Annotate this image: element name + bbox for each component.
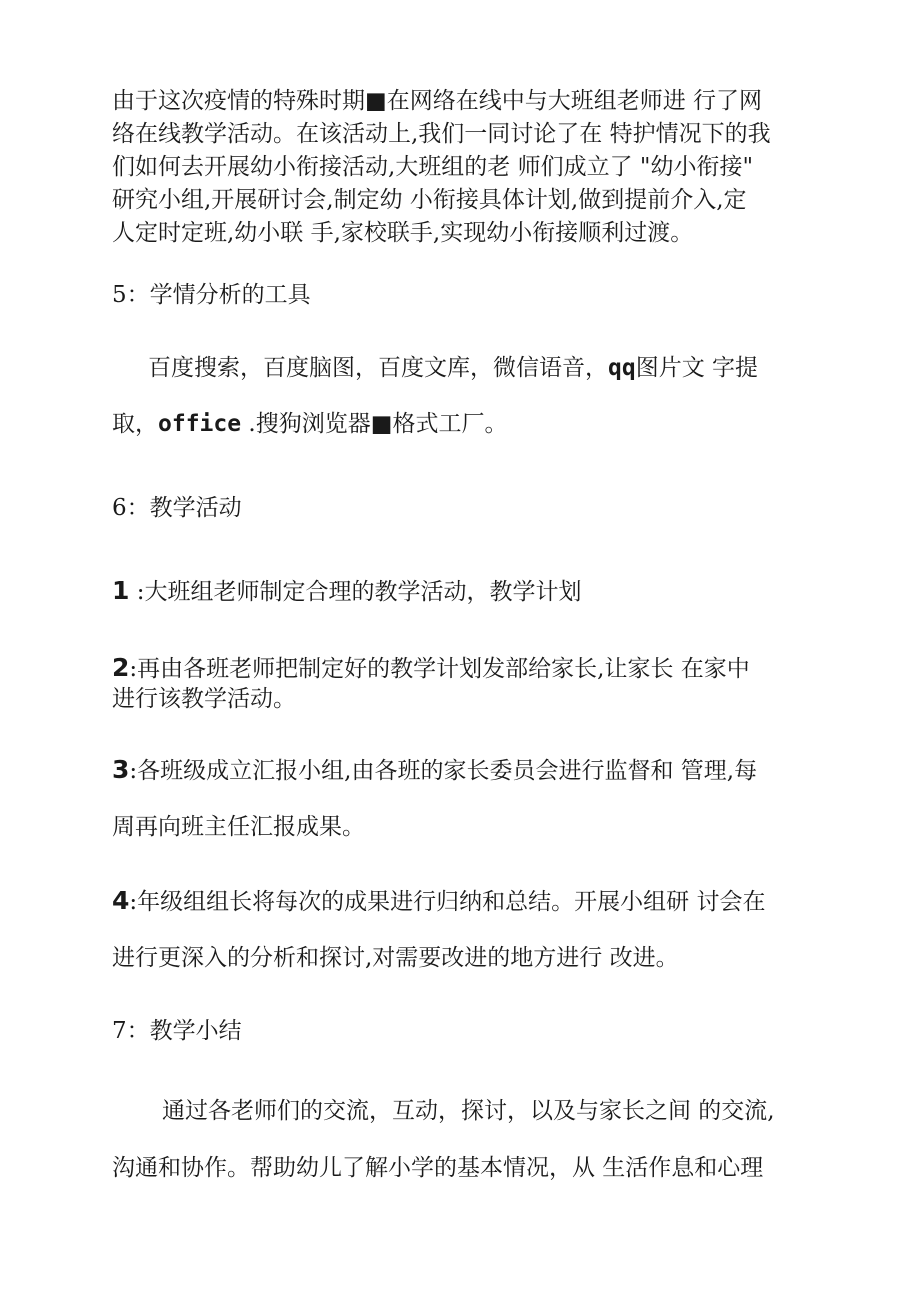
intro-line-5: 人定时定班,幼小联 手,家校联手,实现幼小衔接顺利过渡。	[112, 220, 694, 246]
section-7-heading: 7：教学小结	[112, 1018, 242, 1044]
activity-item-2-cont: 进行该教学活动。	[112, 686, 296, 712]
activity-item-1	[112, 578, 581, 604]
item-text: :大班组老师制定合理的教学活动，教学计划	[129, 579, 582, 605]
activity-item-3	[112, 757, 757, 783]
activity-item-4	[112, 888, 765, 914]
item-number: 3	[112, 755, 130, 784]
section-5-line-1-text: 百度搜索，百度脑图，百度文库，微信语音，	[148, 355, 608, 381]
section-5-line-1-tail: 图片文 字提	[635, 355, 759, 381]
section-5-heading: 5：学情分析的工具	[112, 282, 311, 308]
item-number: 1	[112, 576, 130, 605]
item-number: 2	[112, 653, 130, 682]
section-5-line-2	[112, 413, 507, 436]
activity-item-3-cont: 周再向班主任汇报成果。	[112, 814, 365, 840]
item-number: 4	[112, 886, 130, 915]
section-6-heading: 6：教学活动	[112, 495, 242, 521]
activity-item-2	[112, 655, 750, 681]
intro-line-4: 研究小组,开展研讨会,制定幼 小衔接具体计划,做到提前介入,定	[112, 187, 747, 213]
item-text: :各班级成立汇报小组,由各班的家长委员会进行监督和 管理,每	[129, 758, 758, 784]
section-7-line-2: 沟通和协作。帮助幼儿了解小学的基本情况，从 生活作息和心理	[112, 1155, 764, 1181]
section-5-line-2-tail: .搜狗浏览器■格式工厂。	[241, 411, 508, 437]
section-7-line-1: 通过各老师们的交流，互动，探讨，以及与家长之间 的交流,	[162, 1098, 775, 1124]
intro-line-2: 络在线教学活动。在该活动上,我们一同讨论了在 特护情况下的我	[112, 121, 771, 147]
section-5-line-1	[148, 357, 758, 380]
intro-line-3: 们如何去开展幼小衔接活动,大班组的老 师们成立了 "幼小衔接"	[112, 154, 754, 180]
intro-line-1: 由于这次疫情的特殊时期■在网络在线中与大班组老师进 行了网	[112, 88, 763, 114]
office-label: office	[158, 411, 242, 437]
section-5-line-2-head: 取，	[112, 411, 158, 437]
qq-label: qq	[608, 355, 636, 381]
item-text: :再由各班老师把制定好的教学计划发部给家长,让家长 在家中	[129, 656, 750, 682]
item-text: :年级组组长将每次的成果进行归纳和总结。开展小组研 讨会在	[129, 889, 766, 915]
activity-item-4-cont: 进行更深入的分析和探讨,对需要改进的地方进行 改进。	[112, 945, 679, 971]
